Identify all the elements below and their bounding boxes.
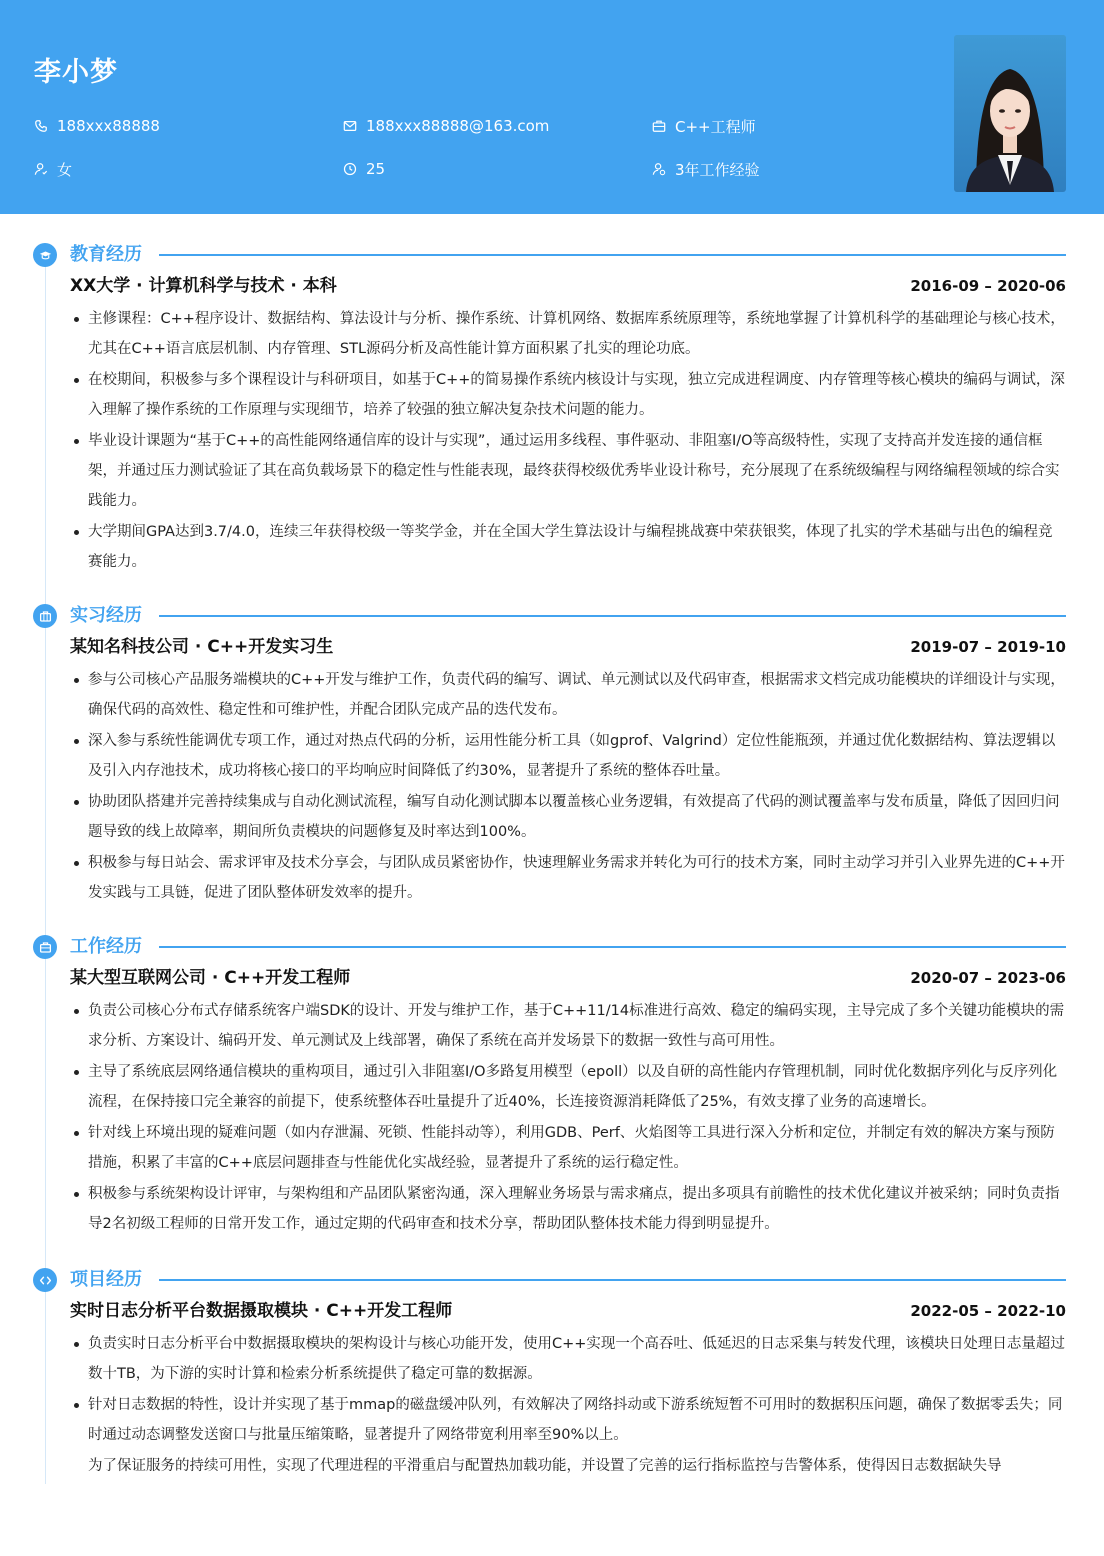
entry-header [0, 268, 1104, 302]
list-item: 协助团队搭建并完善持续集成与自动化测试流程，编写自动化测试脚本以覆盖核心业务逻辑，有效提高了代码的测试覆盖率与发布质量，降低了因回归问题导致的线上故障率，期间所负责模块的问题修复及时率达到100%。 [88, 787, 1066, 847]
entry-header [0, 960, 1104, 994]
bullet-list [0, 996, 1104, 1239]
briefcase-icon [33, 604, 57, 628]
list-item: 为了保证服务的持续可用性，实现了代理进程的平滑重启与配置热加载功能，并设置了完善的运行指标监控与告警体系，使得因日志数据缺失导 [88, 1451, 1066, 1481]
user-icon [652, 162, 666, 176]
list-item: 针对线上环境出现的疑难问题（如内存泄漏、死锁、性能抖动等），利用GDB、Perf、火焰图等工具进行深入分析和定位，并制定有效的解决方案与预防措施，积累了丰富的C++底层问题排查与性能优化实战经验，显著提升了系统的运行稳定性。 [88, 1118, 1066, 1178]
entry-date: 2019-07 – 2019-10 [910, 638, 1066, 656]
profile-photo [954, 35, 1066, 192]
work-section [0, 934, 1104, 1240]
phone-info [34, 116, 160, 136]
education-section [0, 242, 1104, 578]
entry-title: 某大型互联网公司 · C++开发工程师 [70, 968, 351, 988]
position-value: C++工程师 [675, 117, 756, 136]
section-divider [159, 946, 1066, 948]
section-header [0, 934, 1104, 960]
section-title: 教育经历 [70, 244, 142, 265]
internship-section [0, 603, 1104, 909]
list-item: 积极参与每日站会、需求评审及技术分享会，与团队成员紧密协作，快速理解业务需求并转化为可行的技术方案，同时主动学习并引入业界先进的C++开发实践与工具链，促进了团队整体研发效率的提升。 [88, 848, 1066, 908]
list-item: 针对日志数据的特性，设计并实现了基于mmap的磁盘缓冲队列，有效解决了网络抖动或下游系统短暂不可用时的数据积压问题，确保了数据零丢失；同时通过动态调整发送窗口与批量压缩策略，显著提升了网络带宽利用率至90%以上。 [88, 1390, 1066, 1450]
section-title: 项目经历 [70, 1269, 142, 1290]
list-item: 主修课程：C++程序设计、数据结构、算法设计与分析、操作系统、计算机网络、数据库系统原理等，系统地掌握了计算机科学的基础理论与核心技术，尤其在C++语言底层机制、内存管理、STL源码分析及高性能计算方面积累了扎实的理论功底。 [88, 304, 1066, 364]
clock-icon [343, 162, 357, 176]
project-section [0, 1267, 1104, 1482]
list-item: 大学期间GPA达到3.7/4.0，连续三年获得校级一等奖学金，并在全国大学生算法设计与编程挑战赛中荣获银奖，体现了扎实的学术基础与出色的编程竞赛能力。 [88, 517, 1066, 577]
section-title: 工作经历 [70, 936, 142, 957]
email-info [343, 116, 549, 136]
section-header [0, 1267, 1104, 1293]
entry-title: 实时日志分析平台数据摄取模块 · C++开发工程师 [70, 1301, 453, 1321]
experience-info [652, 159, 760, 179]
section-divider [159, 615, 1066, 617]
bullet-list [0, 304, 1104, 577]
list-item: 主导了系统底层网络通信模块的重构项目，通过引入非阻塞I/O多路复用模型（epoll）以及自研的高性能内存管理机制，同时优化数据序列化与反序列化流程，在保持接口完全兼容的前提下，使系统整体吞吐量提升了近40%，长连接资源消耗降低了25%，有效支撑了业务的高速增长。 [88, 1057, 1066, 1117]
experience-value: 3年工作经验 [675, 160, 760, 179]
section-header [0, 603, 1104, 629]
entry-date: 2022-05 – 2022-10 [910, 1302, 1066, 1320]
phone-value: 188xxx88888 [57, 117, 160, 135]
entry-date: 2020-07 – 2023-06 [910, 969, 1066, 987]
entry-title: 某知名科技公司 · C++开发实习生 [70, 637, 334, 657]
candidate-name: 李小梦 [34, 57, 118, 88]
phone-icon [34, 119, 48, 133]
entry-header [0, 629, 1104, 663]
position-info [652, 116, 756, 136]
briefcase-icon [652, 119, 666, 133]
list-item: 参与公司核心产品服务端模块的C++开发与维护工作，负责代码的编写、调试、单元测试以及代码审查，根据需求文档完成功能模块的详细设计与实现，确保代码的高效性、稳定性和可维护性，并配合团队完成产品的迭代发布。 [88, 665, 1066, 725]
list-item: 负责公司核心分布式存储系统客户端SDK的设计、开发与维护工作，基于C++11/14标准进行高效、稳定的编码实现，主导完成了多个关键功能模块的需求分析、方案设计、编码开发、单元测试及上线部署，确保了系统在高并发场景下的数据一致性与高可用性。 [88, 996, 1066, 1056]
bullet-list [0, 665, 1104, 908]
entry-title: XX大学 · 计算机科学与技术 · 本科 [70, 276, 337, 296]
graduation-cap-icon [33, 243, 57, 267]
list-item: 毕业设计课题为“基于C++的高性能网络通信库的设计与实现”，通过运用多线程、事件驱动、非阻塞I/O等高级特性，实现了支持高并发连接的通信框架，并通过压力测试验证了其在高负载场景下的稳定性与性能表现，最终获得校级优秀毕业设计称号，充分展现了在系统级编程与网络编程领域的综合实践能力。 [88, 426, 1066, 516]
list-item: 负责实时日志分析平台中数据摄取模块的架构设计与核心功能开发，使用C++实现一个高吞吐、低延迟的日志采集与转发代理，该模块日处理日志量超过数十TB，为下游的实时计算和检索分析系统提供了稳定可靠的数据源。 [88, 1329, 1066, 1389]
mail-icon [343, 119, 357, 133]
gender-value: 女 [57, 160, 73, 179]
section-header [0, 242, 1104, 268]
age-value: 25 [366, 160, 386, 178]
section-title: 实习经历 [70, 605, 142, 626]
gender-info [34, 159, 72, 179]
age-info [343, 159, 385, 179]
section-divider [159, 254, 1066, 256]
email-value: 188xxx88888@163.com [366, 117, 550, 135]
entry-date: 2016-09 – 2020-06 [910, 277, 1066, 295]
user-icon [34, 162, 48, 176]
entry-header [0, 1293, 1104, 1327]
section-divider [159, 1279, 1066, 1281]
list-item: 在校期间，积极参与多个课程设计与科研项目，如基于C++的简易操作系统内核设计与实现，独立完成进程调度、内存管理等核心模块的编码与调试，深入理解了操作系统的工作原理与实现细节，培养了较强的独立解决复杂技术问题的能力。 [88, 365, 1066, 425]
profile-header [0, 0, 1104, 214]
bullet-list [0, 1329, 1104, 1481]
list-item: 深入参与系统性能调优专项工作，通过对热点代码的分析，运用性能分析工具（如gprof、Valgrind）定位性能瓶颈，并通过优化数据结构、算法逻辑以及引入内存池技术，成功将核心接口的平均响应时间降低了约30%，显著提升了系统的整体吞吐量。 [88, 726, 1066, 786]
briefcase-icon [33, 935, 57, 959]
code-icon [33, 1268, 57, 1292]
list-item: 积极参与系统架构设计评审，与架构组和产品团队紧密沟通，深入理解业务场景与需求痛点，提出多项具有前瞻性的技术优化建议并被采纳；同时负责指导2名初级工程师的日常开发工作，通过定期的代码审查和技术分享，帮助团队整体技术能力得到明显提升。 [88, 1179, 1066, 1239]
